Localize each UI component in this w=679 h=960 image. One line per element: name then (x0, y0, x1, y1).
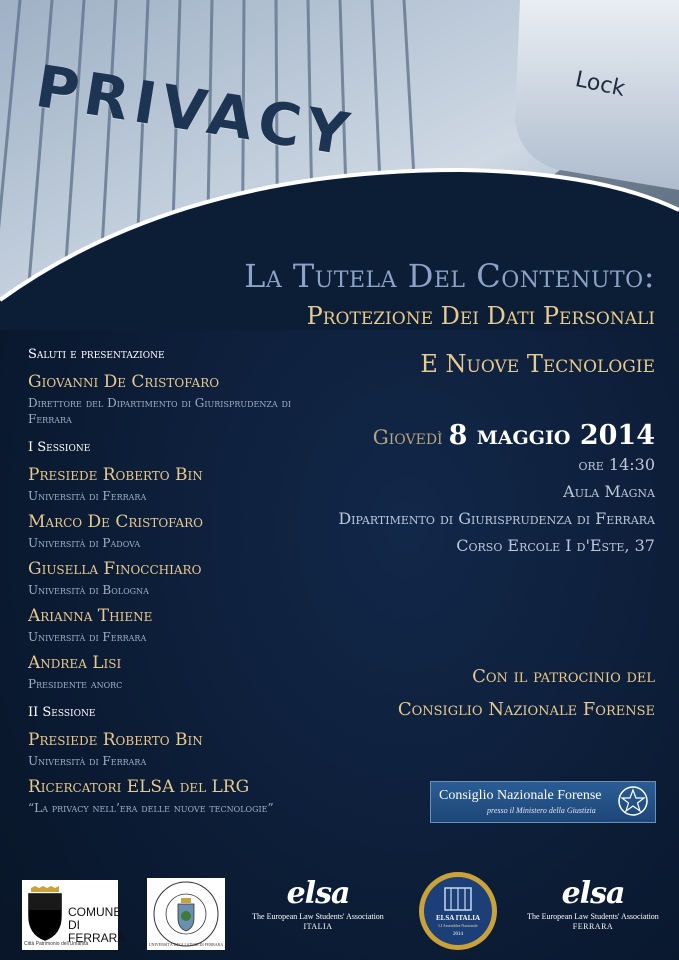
session-1-speakers (28, 465, 338, 692)
cnf-logo-name: Consiglio Nazionale Forense (439, 788, 602, 803)
speaker-role: Presidente anorc (28, 677, 123, 691)
speaker-role: Università di Ferrara (28, 489, 147, 503)
elsa-wordmark: elsa (561, 876, 625, 911)
speaker-role: “La privacy nell’era delle nuove tecnologie” (28, 801, 274, 815)
cnf-logo-subtitle: presso il Ministero della Giustizia (487, 806, 596, 815)
speaker-name: Ricercatori ELSA del LRG (28, 777, 250, 797)
unife-text: UNIVERSITÀ DEGLI STUDI DI FERRARA (148, 942, 224, 947)
unife-logo (147, 878, 225, 950)
session-1-heading: I Sessione (28, 440, 91, 455)
comune-line-1: COMUNE (68, 905, 122, 919)
elsa-badge-year: 2014 (453, 932, 463, 937)
speaker-name: Giovanni De Cristofaro (28, 372, 220, 392)
event-date (338, 420, 655, 451)
elsa-italia-logo (245, 876, 391, 931)
speaker-role: Università di Ferrara (28, 630, 147, 644)
elsa-wordmark: elsa (286, 876, 350, 911)
sponsor-logos (0, 870, 679, 960)
title-line-3: E Nuove Tecnologie (420, 350, 655, 378)
speaker-role: Università di Bologna (28, 583, 149, 597)
lock-key-label: Lock (572, 67, 628, 102)
patronage-line-2: Consiglio Nazionale Forense (397, 699, 655, 720)
event-room: Aula Magna (563, 482, 655, 501)
elsa-badge-title: ELSA ITALIA (435, 914, 481, 922)
italian-emblem-icon (617, 785, 649, 817)
patronage (398, 660, 655, 726)
speaker-name: Giusella Finocchiaro (28, 559, 202, 579)
speaker-item (28, 512, 338, 551)
event-department: Dipartimento di Giurisprudenza di Ferrara (338, 509, 655, 528)
event-weekday: Giovedì (372, 425, 443, 449)
elsa-italia-badge (417, 870, 499, 952)
event-date-value: 8 maggio 2014 (448, 420, 655, 451)
speaker-item (28, 653, 338, 692)
ferrara-shield-icon (25, 886, 65, 942)
speaker-name: Marco De Cristofaro (28, 512, 203, 532)
elsa-badge-subtitle: LI Assemblea Nazionale (438, 923, 478, 928)
elsa-ferrara-logo (520, 876, 666, 931)
privacy-keyboard-text: PRIVACY (31, 52, 360, 170)
title-line-1: La Tutela Del Contenuto: (244, 257, 655, 295)
comune-ferrara-logo (22, 880, 126, 950)
speaker-name: Andrea Lisi (28, 653, 122, 673)
event-address: Corso Ercole I d'Este, 37 (456, 536, 655, 555)
speaker-item (28, 777, 338, 816)
cnf-logo (430, 781, 656, 823)
comune-line-2: DI FERRARA (68, 918, 126, 945)
session-2-speakers (28, 730, 338, 816)
speaker-name: Presiede Roberto Bin (28, 730, 203, 750)
patronage-line-1: Con il patrocinio del (472, 666, 655, 687)
speaker-item (28, 606, 338, 645)
speaker-role: Università di Ferrara (28, 754, 147, 768)
greetings-heading: Saluti e presentazione (28, 347, 165, 362)
speaker-role: Università di Padova (28, 536, 141, 550)
speaker-item (28, 559, 338, 598)
comune-tagline: Città Patrimonio dell'Umanità (24, 941, 89, 947)
program-schedule (28, 338, 338, 816)
speaker-item (28, 730, 338, 769)
university-seal-icon (147, 878, 225, 950)
event-time: ore 14:30 (578, 455, 655, 474)
speaker-item (28, 465, 338, 504)
speaker-name: Arianna Thiene (28, 606, 153, 626)
speaker-role: Direttore del Dipartimento di Giurisprudenza di Ferrara (28, 396, 292, 426)
elsa-italia-subtitle: The European Law Students' Association (252, 912, 384, 921)
speaker-name: Presiede Roberto Bin (28, 465, 203, 485)
session-2-heading: II Sessione (28, 705, 96, 720)
title-line-2: Protezione Dei Dati Personali (306, 302, 655, 330)
event-details (338, 420, 655, 559)
elsa-badge-seal-icon (417, 870, 499, 952)
elsa-ferrara-city: FERRARA (572, 922, 614, 931)
elsa-ferrara-subtitle: The European Law Students' Association (527, 912, 659, 921)
elsa-italia-city: ITALIA (303, 922, 333, 931)
